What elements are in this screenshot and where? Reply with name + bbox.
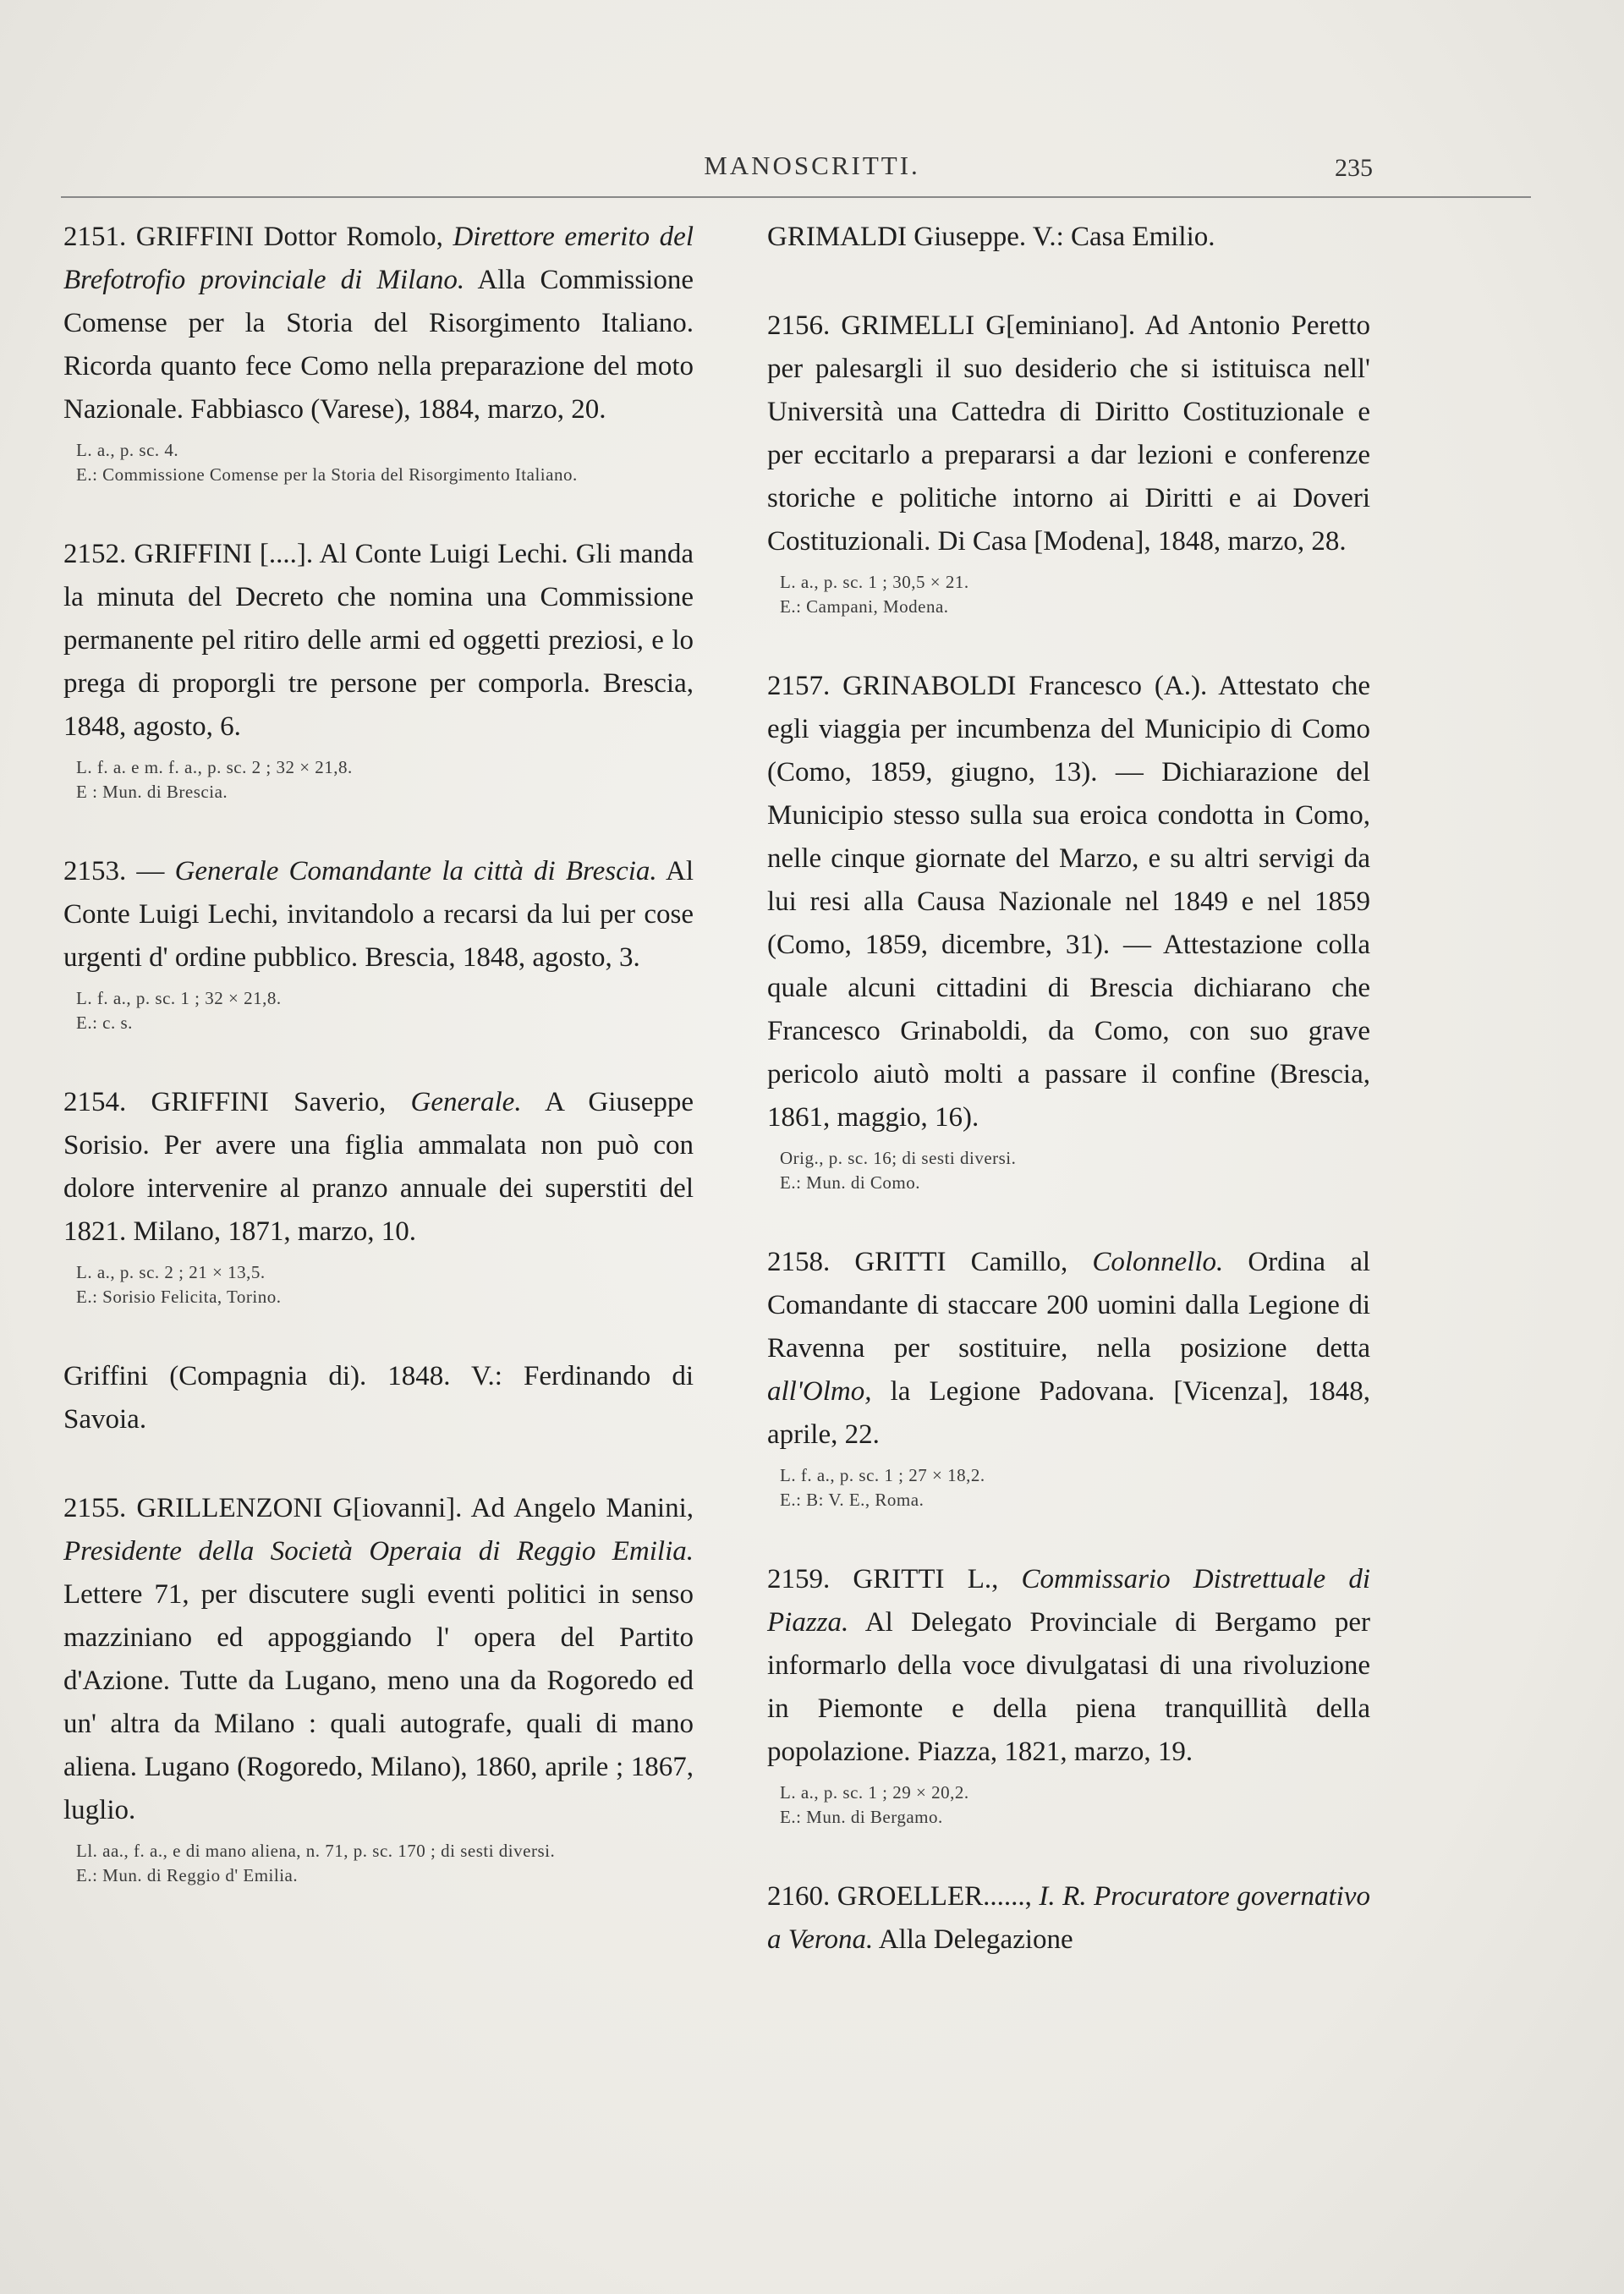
entry-note: L. f. a., p. sc. 1 ; 27 × 18,2. [780, 1465, 985, 1485]
catalog-entry [63, 1355, 694, 1441]
catalog-entry [767, 1241, 1370, 1512]
entry-text-segment: 2153. — [63, 856, 175, 886]
entry-text-segment: 2160. GROELLER......, [767, 1881, 1040, 1912]
entry-text-segment: 2154. GRIFFINI Saverio, [63, 1087, 411, 1117]
running-header [0, 151, 1624, 193]
entry-text-segment: GRIMALDI Giuseppe. V.: Casa Emilio. [767, 222, 1215, 252]
entry-text-segment: Al Delegato Provinciale di Bergamo per informarlo della voce divulgatasi di una rivoluzione in Piemonte e della piena tranquillità della popolazione. Piazza, 1821, marzo, 19. [767, 1607, 1370, 1767]
entry-note: L. f. a. e m. f. a., p. sc. 2 ; 32 × 21,8. [76, 757, 353, 777]
entry-italic-text: Presidente della Società Operaia di Reggio Emilia. [63, 1536, 694, 1567]
running-title: MANOSCRITTI. [704, 151, 920, 180]
entry-text [767, 305, 1370, 563]
entry-text [767, 1875, 1370, 1962]
entry-text-segment: 2156. GRIMELLI G[eminiano]. Ad Antonio Peretto per palesargli il suo desiderio che si istituisca nell' Università una Cattedra di Diritto Costituzionale e per eccitarlo a prepararsi a dar lezioni e conferenze storiche e politiche intorno ai Diritti e ai Doveri Costituzionali. Di Casa [Modena], 1848, marzo, 28. [767, 310, 1370, 557]
entry-text-segment: Al Conte Luigi Lechi, invitandolo a recarsi da lui per cose urgenti d' ordine pubblico. Brescia, 1848, agosto, 3. [63, 856, 694, 973]
entry-text-segment: 2151. GRIFFINI Dottor Romolo, [63, 222, 453, 252]
entry-note: L. f. a., p. sc. 1 ; 32 × 21,8. [76, 988, 282, 1008]
catalog-entry [63, 216, 694, 487]
entry-text-segment: la Legione Padovana. [Vicenza], 1848, aprile, 22. [767, 1376, 1370, 1450]
entry-text [63, 216, 694, 431]
entry-text-segment: Ordina al Comandante di staccare 200 uomini dalla Legione di Ravenna per sostituire, nella posizione detta [767, 1247, 1371, 1364]
entry-note: E.: Mun. di Bergamo. [780, 1807, 943, 1827]
entry-text-segment: 2158. GRITTI Camillo, [767, 1247, 1093, 1277]
catalog-entry [63, 533, 694, 804]
entry-text [767, 1558, 1370, 1774]
catalog-entry [63, 1487, 694, 1888]
left-column [63, 216, 694, 1934]
header-rule [61, 196, 1531, 198]
entry-note: Ll. aa., f. a., e di mano aliena, n. 71, p. sc. 170 ; di sesti diversi. [76, 1841, 556, 1861]
entry-note: L. a., p. sc. 1 ; 30,5 × 21. [780, 572, 969, 592]
entry-text-segment: A Giuseppe Sorisio. Per avere una figlia ammalata non può con dolore intervenire al pranzo annuale dei superstiti del 1821. Milano, 1871, marzo, 10. [63, 1087, 694, 1247]
catalog-entry [767, 305, 1370, 619]
right-column [767, 216, 1370, 2007]
entry-note: E.: c. s. [76, 1013, 133, 1033]
entry-text [767, 216, 1370, 259]
entry-text-segment: Alla Commissione Comense per la Storia del Risorgimento Italiano. Ricorda quanto fece Como nella preparazione del moto Nazionale. Fabbiasco (Varese), 1884, marzo, 20. [63, 265, 694, 425]
page-number: 235 [1335, 154, 1373, 182]
catalog-entry [767, 1875, 1370, 1962]
entry-italic-text: Colonnello. [1092, 1247, 1224, 1277]
entry-note: L. a., p. sc. 4. [76, 440, 179, 460]
catalog-entry [63, 1081, 694, 1309]
catalog-entry [767, 665, 1370, 1195]
catalog-entry [767, 216, 1370, 259]
entry-note: L. a., p. sc. 1 ; 29 × 20,2. [780, 1782, 969, 1803]
entry-italic-text: Commissario Distrettuale di Piazza. [767, 1564, 1371, 1638]
entry-text-segment: Alla Delegazione [873, 1924, 1073, 1955]
entry-text-segment: 2155. GRILLENZONI G[iovanni]. Ad Angelo Manini, [63, 1493, 694, 1523]
entry-note: E.: Sorisio Felicita, Torino. [76, 1287, 282, 1307]
entry-note: E.: Commissione Comense per la Storia del Risorgimento Italiano. [76, 464, 578, 485]
entry-text-segment: 2157. GRINABOLDI Francesco (A.). Attestato che egli viaggia per incumbenza del Municipio di Como (Como, 1859, giugno, 13). — Dichiarazione del Municipio stesso sulla sua eroica condotta in Como, nelle cinque giornate del Marzo, e su altri servigi da lui resi alla Causa Nazionale nel 1849 e nel 1859 (Como, 1859, dicembre, 31). — Attestazione colla quale alcuni cittadini di Brescia dichiarano che Francesco Grinaboldi, da Como, con suo grave pericolo aiutò molti a passare il confine (Brescia, 1861, maggio, 16). [767, 671, 1370, 1133]
entry-note: E.: Campani, Modena. [780, 596, 949, 617]
entry-text-segment: Griffini (Compagnia di). 1848. V.: Ferdinando di Savoia. [63, 1361, 694, 1435]
entry-note: E : Mun. di Brescia. [76, 782, 228, 802]
entry-italic-text: Generale Comandante la città di Brescia. [174, 856, 657, 886]
entry-note: E.: Mun. di Reggio d' Emilia. [76, 1865, 299, 1885]
entry-note: E.: B: V. E., Roma. [780, 1490, 924, 1510]
entry-italic-text: all'Olmo, [767, 1376, 872, 1407]
entry-italic-text: I. R. Procuratore governativo a Verona. [767, 1881, 1370, 1955]
entry-note: E.: Mun. di Como. [780, 1172, 921, 1193]
entry-text [63, 850, 694, 980]
entry-text-segment: 2159. GRITTI L., [767, 1564, 1022, 1594]
entry-text [767, 665, 1370, 1139]
entry-text [63, 1355, 694, 1441]
entry-italic-text: Generale. [410, 1087, 522, 1117]
catalog-entry [63, 850, 694, 1035]
entry-text [63, 533, 694, 749]
entry-text-segment: Lettere 71, per discutere sugli eventi politici in senso mazziniano ed appoggiando l' opera del Partito d'Azione. Tutte da Lugano, meno una da Rogoredo ed un' altra da Milano : quali autografe, quali di mano aliena. Lugano (Rogoredo, Milano), 1860, aprile ; 1867, luglio. [63, 1579, 694, 1825]
entry-text [63, 1487, 694, 1832]
entry-text [63, 1081, 694, 1254]
entry-italic-text: Direttore emerito del Brefotrofio provinciale di Milano. [63, 222, 694, 295]
entry-text-segment: 2152. GRIFFINI [....]. Al Conte Luigi Lechi. Gli manda la minuta del Decreto che nomina una Commissione permanente pel ritiro delle armi ed oggetti preziosi, e lo prega di proporgli tre persone per comporla. Brescia, 1848, agosto, 6. [63, 539, 694, 742]
entry-note: Orig., p. sc. 16; di sesti diversi. [780, 1148, 1017, 1168]
entry-text [767, 1241, 1370, 1457]
entry-note: L. a., p. sc. 2 ; 21 × 13,5. [76, 1262, 266, 1282]
catalog-entry [767, 1558, 1370, 1830]
